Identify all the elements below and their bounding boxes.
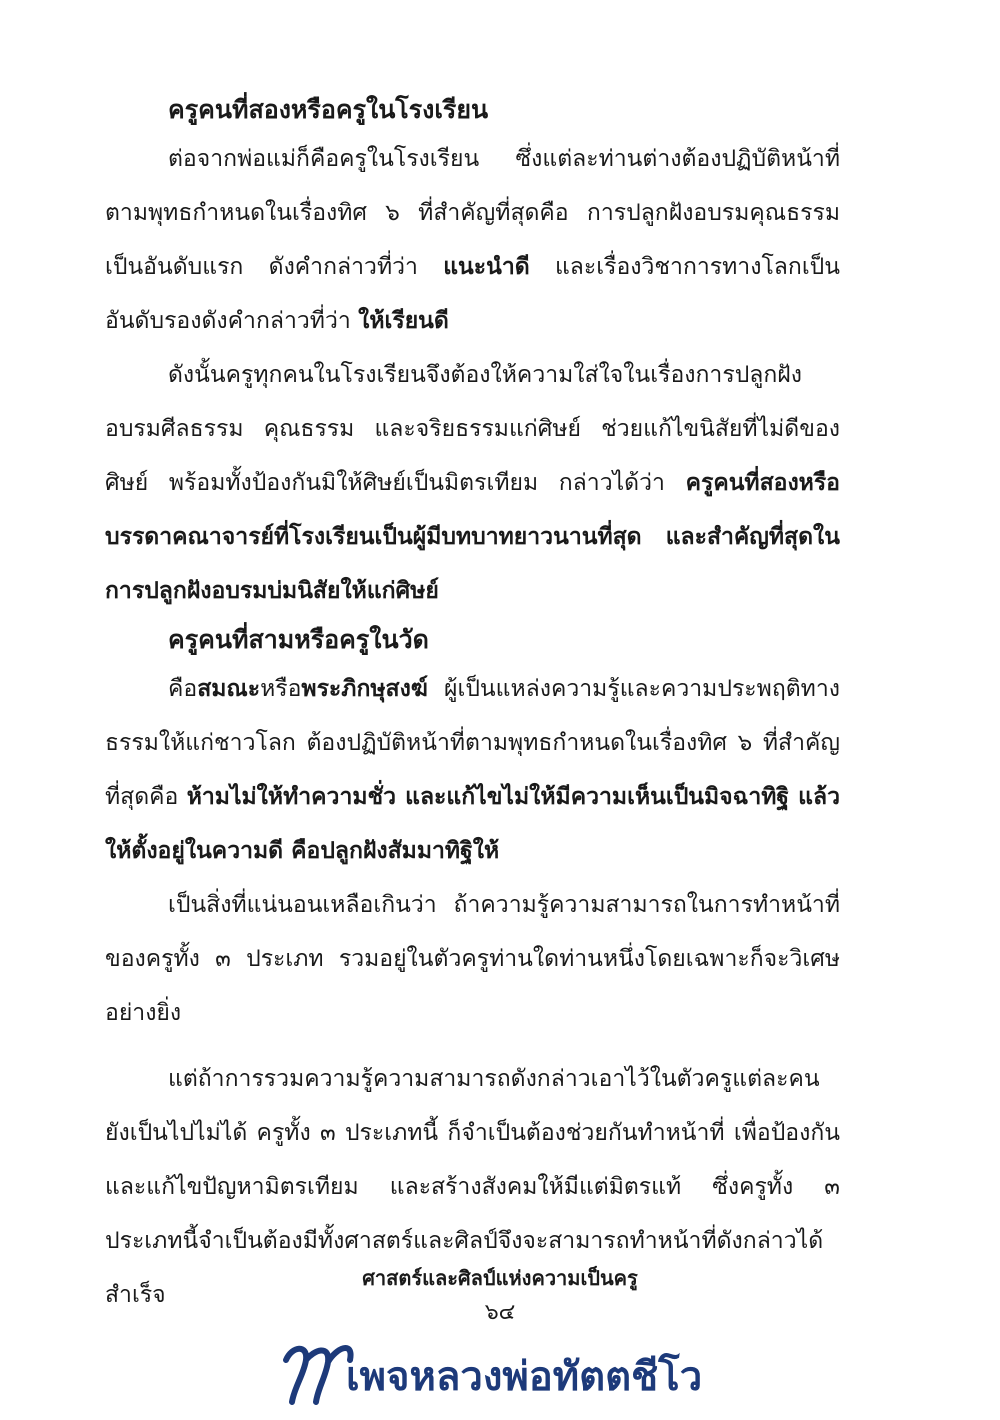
text-run: แต่ถ้าการรวมความรู้ความสามารถดังกล่าวเอาไว้ในตัวครูแต่ละคนยังเป็นไปไม่ได้ ครูทั้ง ๓ ประเภทนี้ ก็จำเป็นต้องช่วยกันทำหน้าที่ เพื่อป้องกันและแก้ไขปัญหามิตรเทียม และสร้างสังคมให้มีแต่มิตรแท้ ซึ่งครูทั้ง ๓ ประเภทนี้จำเป็นต้องมีทั้งศาสตร์และศิลป์จึงจะสามารถทำหน้าที่ดังกล่าวได้สำเร็จ [105,1066,840,1308]
paragraph [105,132,840,348]
brand-logo [278,1330,738,1410]
text-run: ดังนั้นครูทุกคนในโรงเรียนจึงต้องให้ความใส่ใจในเรื่องการปลูกฝังอบรมศีลธรรม คุณธรรม และจริยธรรมแก่ศิษย์ ช่วยแก้ไขนิสัยที่ไม่ดีของศิษย์ พร้อมทั้งป้องกันมิให้ศิษย์เป็นมิตรเทียม กล่าวได้ว่า [105,362,840,496]
book-title: ศาสตร์และศิลป์แห่งความเป็นครู [362,1266,638,1290]
page-content [105,88,840,1322]
section-heading-teacher-school: ครูคนที่สองหรือครูในโรงเรียน [168,95,489,124]
bold-text-run: สมณะ [197,676,261,702]
bold-text-run: ครูคนที่สองหรือบรรดาคณาจารย์ที่โรงเรียนเป็นผู้มีบทบาทยาวนานที่สุด และสำคัญที่สุดในการปลูกฝังอบรมบ่มนิสัยให้แก่ศิษย์ [105,470,840,604]
page-number: ๖๔ [484,1300,516,1325]
bold-text-run: พระภิกษุสงฆ์ [301,676,428,702]
bold-text-run: ห้ามไม่ให้ทำความชั่ว และแก้ไขไม่ให้มีความเห็นเป็นมิจฉาทิฐิ แล้วให้ตั้งอยู่ในความดี คือปลูกฝังสัมมาทิฐิให้ [105,784,840,864]
section-heading-teacher-temple: ครูคนที่สามหรือครูในวัด [168,625,429,654]
bold-text-run: ให้เรียนดี [358,308,449,334]
brand-name: เพจหลวงพ่อทัตตชีโว [346,1354,703,1400]
paragraph [105,878,840,1040]
paragraph [105,662,840,878]
text-run: หรือ [260,676,302,702]
bold-text-run: แนะนำดี [443,254,530,280]
text-run: ต่อจากพ่อแม่ก็คือครูในโรงเรียน ซึ่งแต่ละท่านต่างต้องปฏิบัติหน้าที่ตามพุทธกำหนดในเรื่องทิศ ๖ ที่สำคัญที่สุดคือ การปลูกฝังอบรมคุณธรรมเป็นอันดับแรก ดังคำกล่าวที่ว่า [105,146,840,280]
text-run: และเรื่องวิชาการทางโลกเป็นอันดับรองดังคำกล่าวที่ว่า [105,254,841,334]
text-run: คือ [168,676,198,702]
paragraph [105,348,840,618]
text-run: เป็นสิ่งที่แน่นอนเหลือเกินว่า ถ้าความรู้ความสามารถในการทำหน้าที่ของครูทั้ง ๓ ประเภท รวมอยู่ในตัวครูท่านใดท่านหนึ่งโดยเฉพาะก็จะวิเศษอย่างยิ่ง [105,892,840,1026]
text-run: ผู้เป็นแหล่งความรู้และความประพฤติทางธรรมให้แก่ชาวโลก ต้องปฏิบัติหน้าที่ตามพุทธกำหนดในเรื่องทิศ ๖ ที่สำคัญที่สุดคือ [105,676,840,810]
